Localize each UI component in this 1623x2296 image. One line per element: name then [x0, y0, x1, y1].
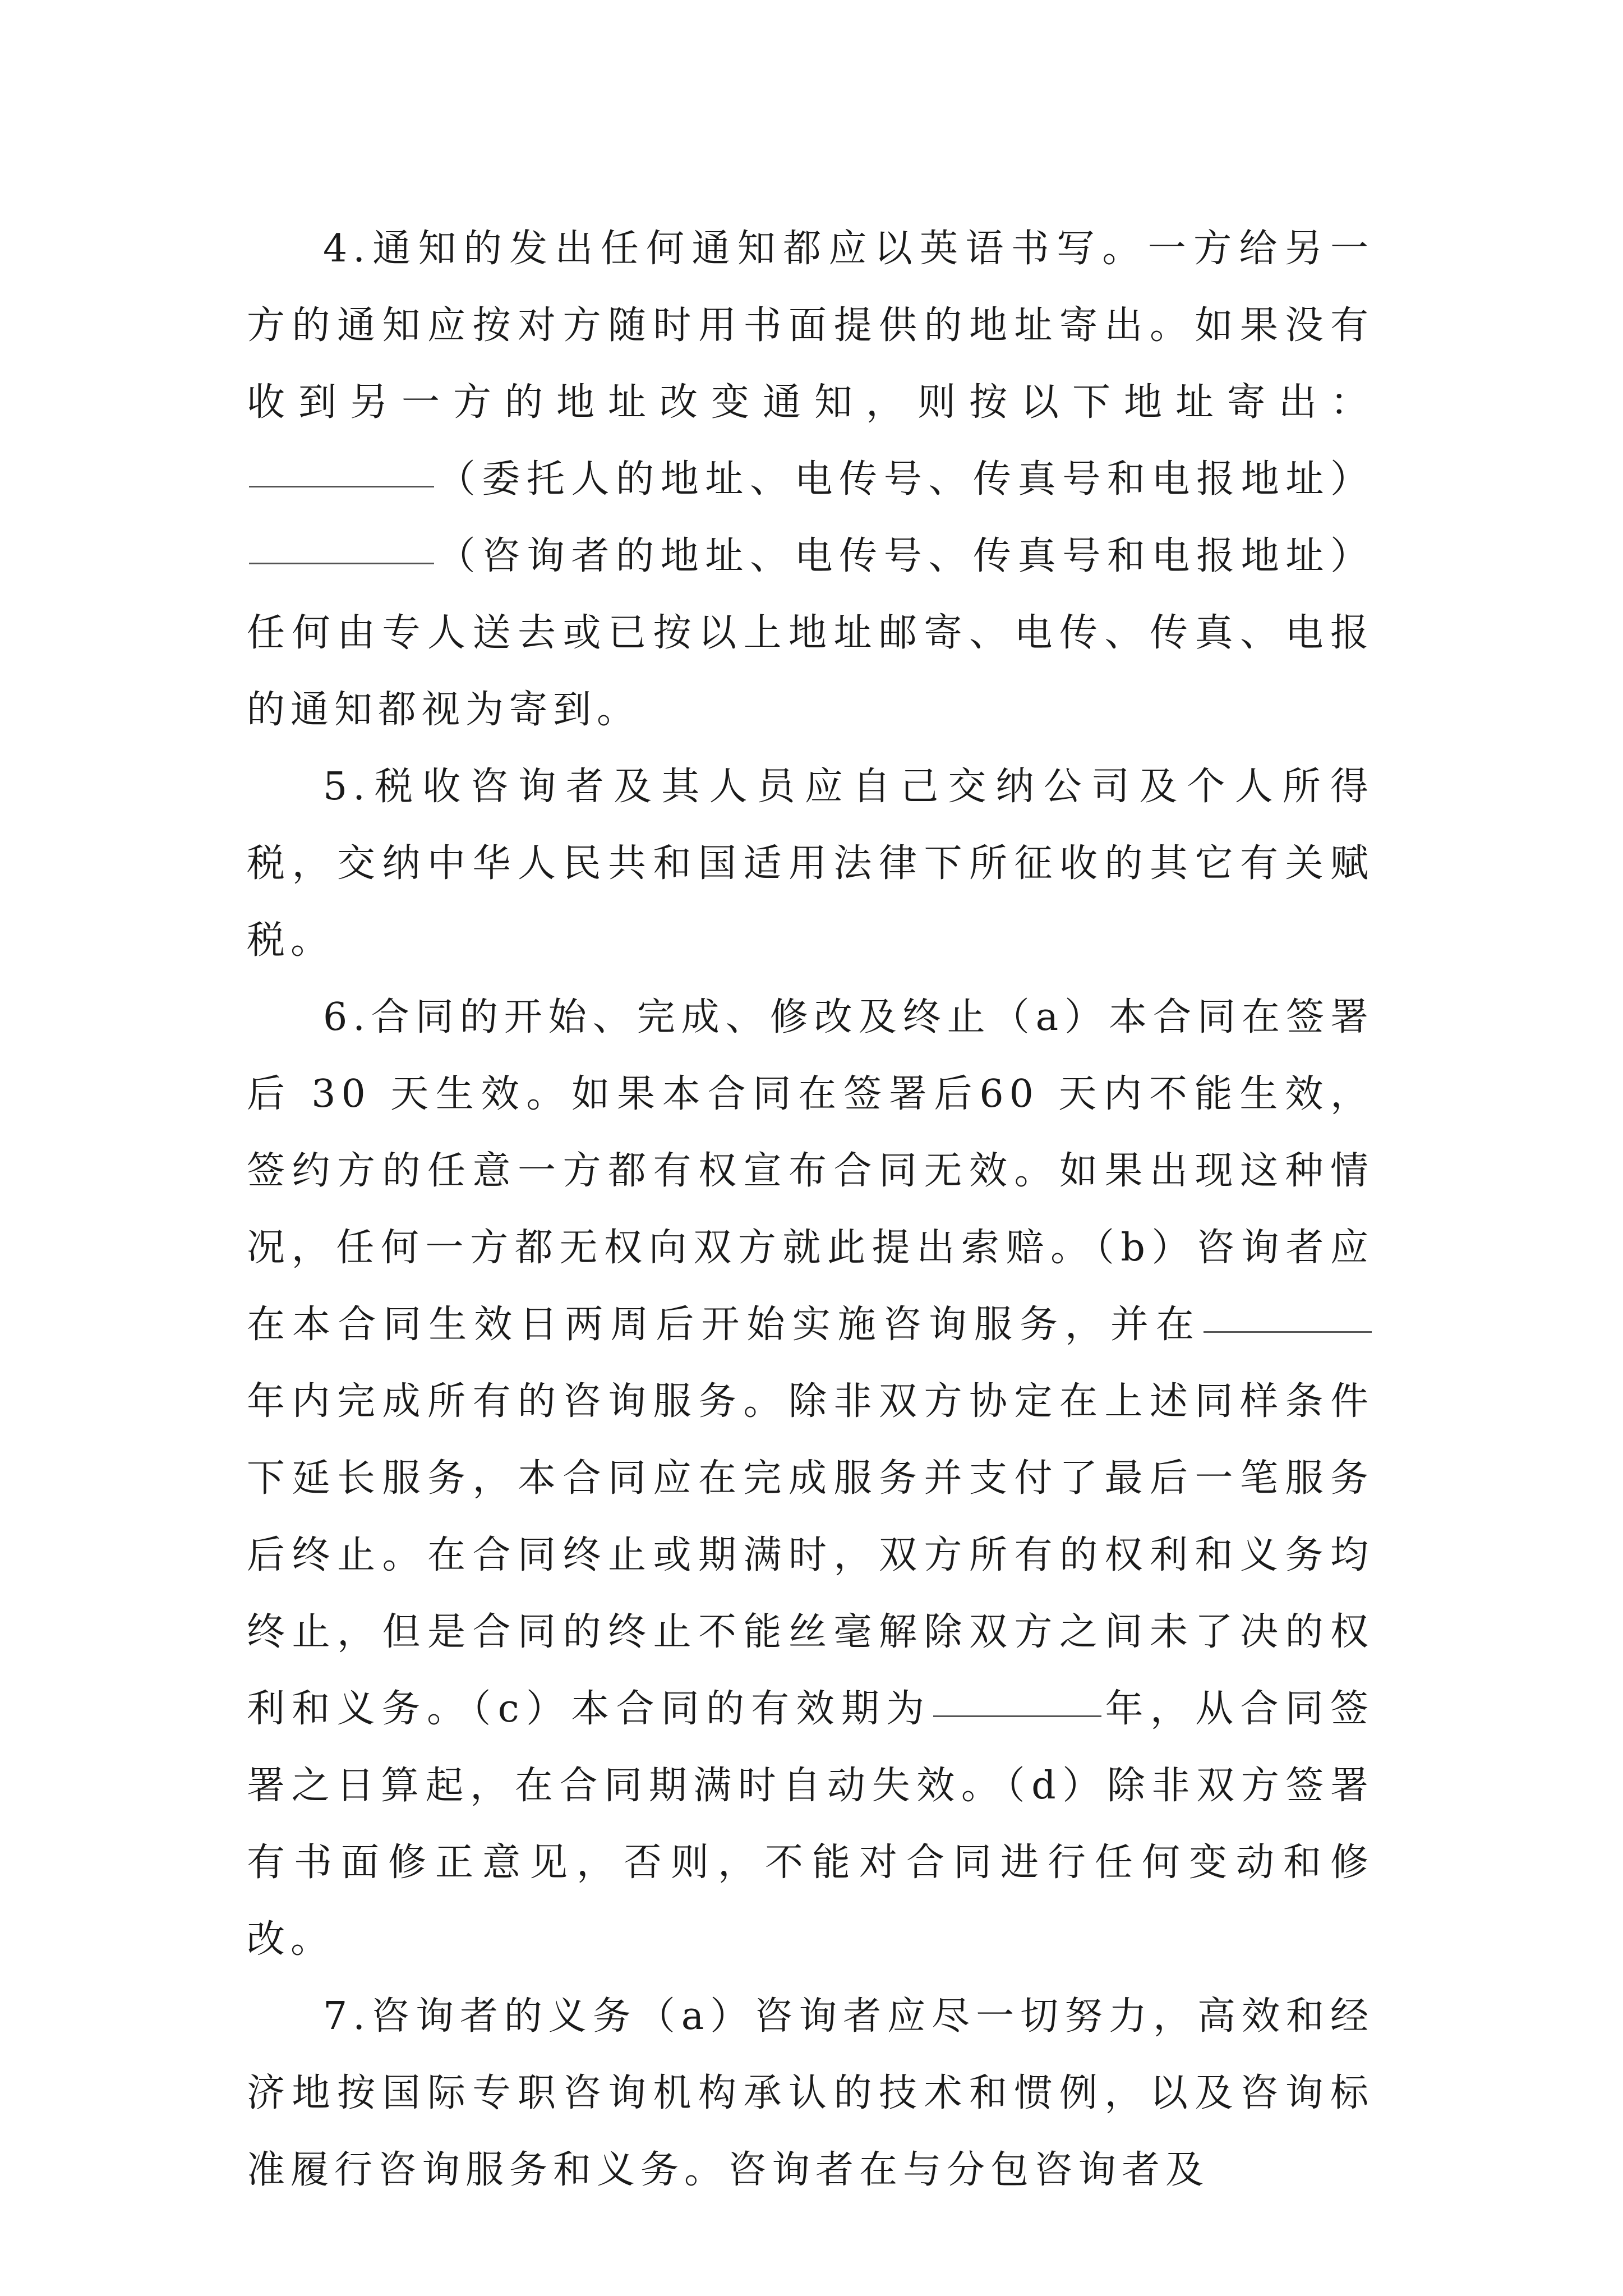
- fill-in-blank: [1204, 1293, 1372, 1333]
- fill-in-blank: [249, 448, 434, 487]
- paragraph-text: 7.咨询者的义务（a）咨询者应尽一切努力，高效和经济地按国际专职咨询机构承认的技术和惯例，以及咨询标准履行咨询服务和义务。咨询者在与分包咨询者及: [247, 1994, 1374, 2192]
- paragraph-commencement-termination: [247, 979, 1374, 1978]
- paragraph-text: （咨询者的地址、电传号、传真号和电报地址） 任何由专人送去或已按以上地址邮寄、电传、传真、电报的通知都视为寄到。: [247, 534, 1374, 732]
- paragraph-text: 4.通知的发出任何通知都应以英语书写。一方给另一方的通知应按对方随时用书面提供的地址寄出。如果没有收到另一方的地址改变通知，则按以下地址寄出：: [247, 227, 1374, 425]
- fill-in-blank: [933, 1677, 1101, 1717]
- document-body: [247, 210, 1374, 2208]
- paragraph-taxes: [247, 748, 1374, 979]
- paragraph-text: 5.税收咨询者及其人员应自己交纳公司及个人所得税，交纳中华人民共和国适用法律下所征收的其它有关赋税。: [247, 765, 1374, 963]
- paragraph-notices: [247, 210, 1374, 748]
- paragraph-text: 年，从合同签署之日算起，在合同期满时自动失效。（d）除非双方签署有书面修正意见，否则，不能对合同进行任何变动和修改。: [247, 1687, 1374, 1962]
- paragraph-text: 6.合同的开始、完成、修改及终止（a）本合同在签署后 30 天生效。如果本合同在签署后60 天内不能生效，签约方的任意一方都有权宣布合同无效。如果出现这种情况，任何一方都无权向双方就此提出索赔。（b）咨询者应在本合同生效日两周后开始实施咨询服务，并在: [247, 995, 1374, 1347]
- fill-in-blank: [249, 524, 434, 564]
- paragraph-text: （委托人的地址、电传号、传真号和电报地址）: [436, 457, 1374, 501]
- paragraph-consultant-obligations: [247, 1978, 1374, 2208]
- paragraph-text: 年内完成所有的咨询服务。除非双方协定在上述同样条件下延长服务，本合同应在完成服务并支付了最后一笔服务后终止。在合同终止或期满时，双方所有的权利和义务均终止，但是合同的终止不能丝毫解除双方之间未了决的权利和义务。（c）本合同的有效期为: [247, 1379, 1374, 1731]
